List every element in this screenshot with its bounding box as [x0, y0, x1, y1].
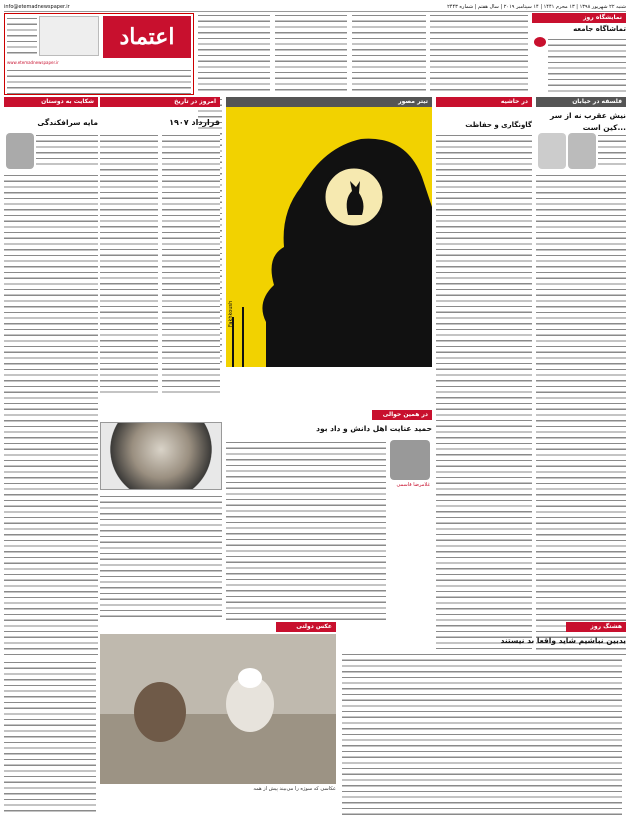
bottom-photo-section [100, 622, 336, 816]
bottom-right-section [342, 622, 626, 816]
cartoon-image [226, 107, 432, 367]
photo-caption: عکاسی که سوژه را می‌بیند پیش از همه [253, 786, 336, 792]
masthead [4, 13, 194, 95]
poet-label: شکایت به دوستان [4, 97, 98, 107]
poet-title: مایه سرافکندگی [37, 118, 98, 127]
profile-byline: غلامرضا قاسمی [396, 482, 430, 488]
front-page-thumbnail [39, 16, 99, 56]
author-photo-2 [568, 133, 596, 169]
date-line: شنبه ۲۲ شهریور ۱۳۹۸ | ۱۳ محرم ۱۴۴۱ | ۱۴ سپتامبر ۲۰۱۹ | سال هفتم | شماره ۲۴۴۳ [447, 4, 626, 10]
masthead-text [7, 16, 37, 56]
photo-label: عکس دولتی [276, 622, 336, 632]
history-label: امروز در تاریخ [100, 97, 220, 107]
profile-photo-block [100, 420, 222, 620]
top-header-bar [4, 2, 626, 12]
website-text[interactable]: info@etemadnewspaper.ir [4, 4, 70, 10]
bottom-right-label: هشتگ روز [566, 622, 626, 632]
hearts-icon [534, 37, 546, 47]
bottom-right-title: بدبین نباشیم شاید واقعا بد نیستند [500, 636, 626, 645]
masthead-info [7, 60, 191, 94]
philosophy-label: فلسفه در خیابان [536, 97, 626, 107]
cartoon-label: تیتر مصور [226, 97, 432, 107]
hamid-enayat-photo [100, 422, 222, 490]
top-column-text [430, 13, 528, 95]
philosophy-column [536, 97, 626, 657]
column-2-label: در حاشیه [436, 97, 532, 107]
author-photo [6, 133, 34, 169]
profile-section [226, 410, 432, 620]
logo: اعتماد [103, 16, 191, 58]
profile-label: در همین حوالی [372, 410, 432, 420]
column-2 [436, 97, 532, 657]
section-label: نمایشگاه روز [532, 13, 626, 23]
cartoon-section [226, 97, 432, 367]
wrestling-photo [100, 634, 336, 784]
history-column [100, 97, 220, 397]
section-title: تماشاگاه جامعه [573, 25, 626, 33]
column-2-title: گاونگاری و حفاظت [465, 121, 532, 129]
author-photo [538, 133, 566, 169]
cartoon-signature: Fakhkoush [228, 300, 234, 327]
profile-title: حمید عنایت اهل دانش و داد بود [316, 424, 432, 433]
author-photo [390, 440, 430, 480]
top-articles [198, 13, 426, 95]
philosophy-title: نیش عقرب نه از سر کین است... [550, 111, 626, 132]
poet-column [4, 97, 98, 657]
history-title: قرارداد ۱۹۰۷ [169, 118, 220, 127]
site-url: www.etemadnewspaper.ir [7, 60, 59, 65]
right-top-section [532, 13, 626, 95]
bottom-left-text [4, 660, 96, 816]
